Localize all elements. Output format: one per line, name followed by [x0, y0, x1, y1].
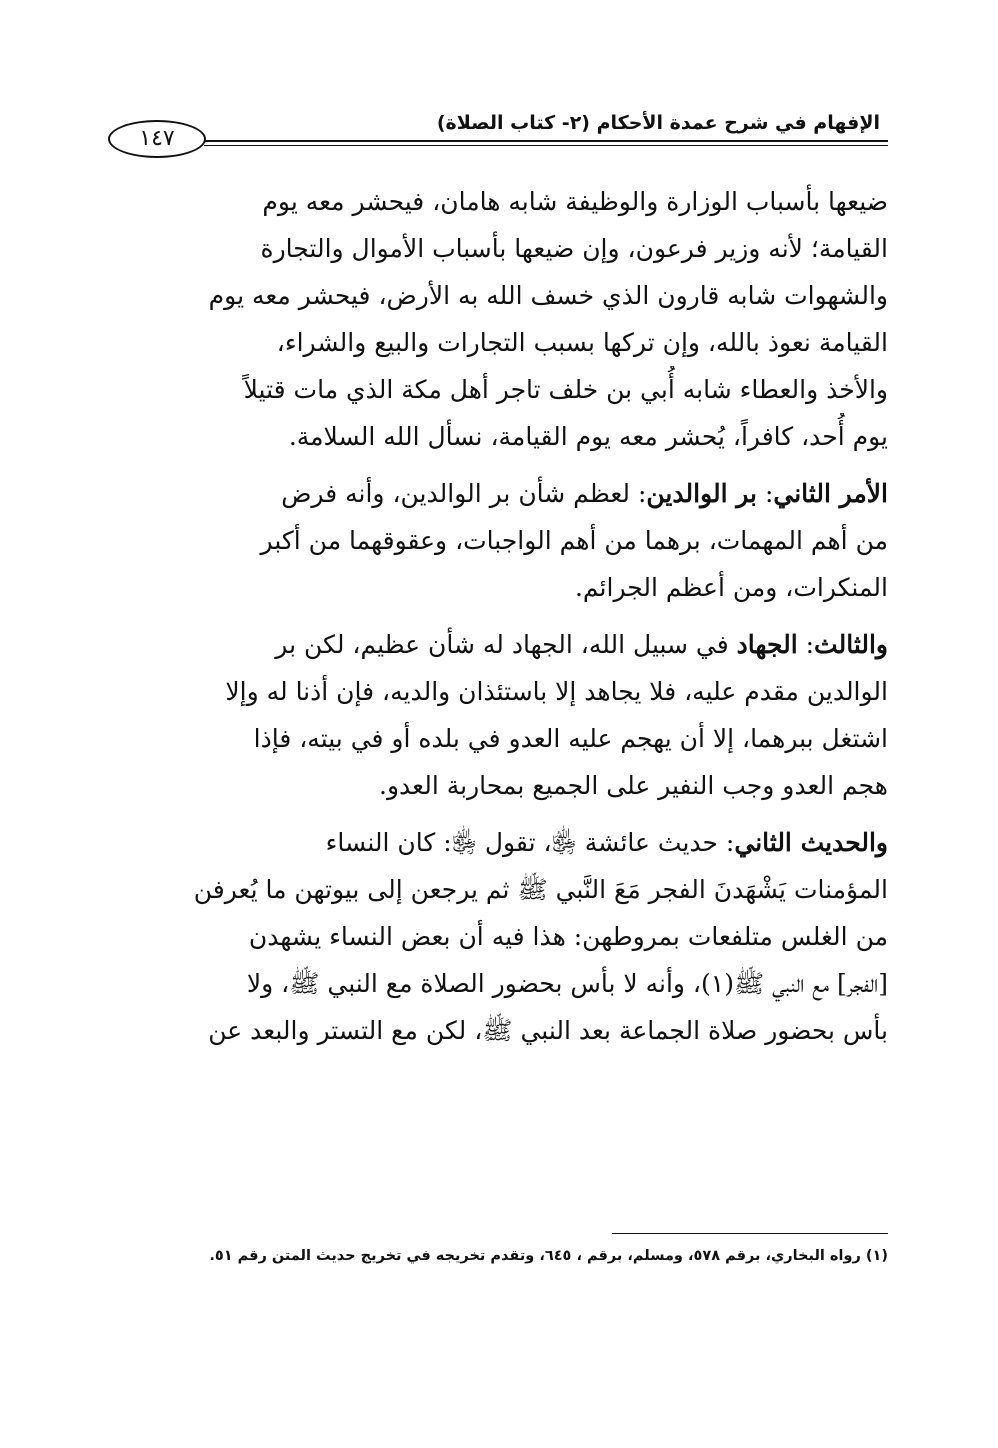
text-segment: ضيعها بأسباب الوزارة والوظيفة شابه هامان، فيحشر معه يوم [262, 187, 888, 216]
text-line [108, 621, 888, 668]
text-segment: في سبيل الله، الجهاد له شأن عظيم، لكن بر [275, 630, 737, 659]
text-line [108, 913, 888, 960]
paragraph [108, 621, 888, 809]
page-number: ١٤٧ [108, 120, 206, 158]
text-segment: : [757, 479, 774, 508]
paragraph [108, 470, 888, 611]
text-line [108, 564, 888, 611]
paragraph [108, 819, 888, 1054]
footnote: (١) رواه البخاري، برقم ٥٧٨، ومسلم، برقم ، ٦٤٥، وتقدم تخريجه في تخريج حديث المتن رقم ٥١. [209, 1248, 888, 1264]
main-text [108, 178, 888, 1064]
text-segment: [الفجر] مع النبي ﷺ(١)، وأنه لا بأس بحضور الصلاة مع النبي ﷺ، ولا [246, 969, 888, 998]
text-line [108, 517, 888, 564]
text-line [108, 1007, 888, 1054]
text-segment: المنكرات، ومن أعظم الجرائم. [574, 573, 888, 602]
paragraph [108, 178, 888, 460]
header-rule-thin [204, 145, 888, 146]
text-line [108, 960, 888, 1007]
text-segment: : حديث عائشة ﵂، تقول ﵂: كان النساء [325, 828, 735, 857]
bold-term: الجهاد [736, 630, 798, 659]
text-line [108, 225, 888, 272]
text-segment: المؤمنات يَشْهَدنَ الفجر مَعَ النَّبي ﷺ ثم يرجعن إلى بيوتهن ما يُعرفن [193, 875, 888, 904]
text-segment: : [797, 630, 815, 659]
text-segment: القيامة نعوذ بالله، وإن تركها بسبب التجارات والبيع والشراء، [276, 328, 888, 357]
book-title: الإفهام في شرح عمدة الأحكام (٢- كتاب الصلاة) [436, 112, 880, 134]
text-segment: : لعظم شأن بر الوالدين، وأنه فرض [281, 479, 647, 508]
text-segment: هجم العدو وجب النفير على الجميع بمحاربة العدو. [379, 771, 888, 800]
bold-term: والثالث [814, 630, 888, 659]
text-segment: القيامة؛ لأنه وزير فرعون، وإن ضيعها بأسباب الأموال والتجارة [260, 234, 888, 263]
text-line [108, 366, 888, 413]
page-header [108, 112, 888, 160]
footnote-separator [612, 1233, 888, 1234]
bold-term: بر الوالدين [646, 479, 757, 508]
text-line [108, 668, 888, 715]
text-line [108, 762, 888, 809]
bold-term: والحديث الثاني [734, 828, 888, 857]
text-line [108, 178, 888, 225]
text-segment: بأس بحضور صلاة الجماعة بعد النبي ﷺ، لكن مع التستر والبعد عن [208, 1016, 888, 1045]
text-segment: يوم أُحد، كافراً، يُحشر معه يوم القيامة، نسأل الله السلامة. [288, 422, 888, 451]
text-line [108, 819, 888, 866]
text-line [108, 715, 888, 762]
text-segment: والشهوات شابه قارون الذي خسف الله به الأرض، فيحشر معه يوم [208, 281, 888, 310]
text-segment: من الغلس متلفعات بمروطهن: هذا فيه أن بعض النساء يشهدن [248, 922, 888, 951]
text-segment: والأخذ والعطاء شابه أُبي بن خلف تاجر أهل مكة الذي مات قتيلاً [243, 375, 888, 404]
text-segment: اشتغل ببرهما، إلا أن يهجم عليه العدو في بلده أو في بيته، فإذا [253, 724, 888, 753]
text-segment: الوالدين مقدم عليه، فلا يجاهد إلا باستئذان والديه، فإن أذنا له وإلا [225, 677, 888, 706]
text-segment: من أهم المهمات، برهما من أهم الواجبات، وعقوقهما من أكبر [260, 526, 888, 555]
text-line [108, 272, 888, 319]
text-line [108, 319, 888, 366]
text-line [108, 413, 888, 460]
text-line [108, 470, 888, 517]
header-rule [204, 140, 888, 142]
text-line [108, 866, 888, 913]
bold-term: الأمر الثاني [773, 479, 888, 508]
